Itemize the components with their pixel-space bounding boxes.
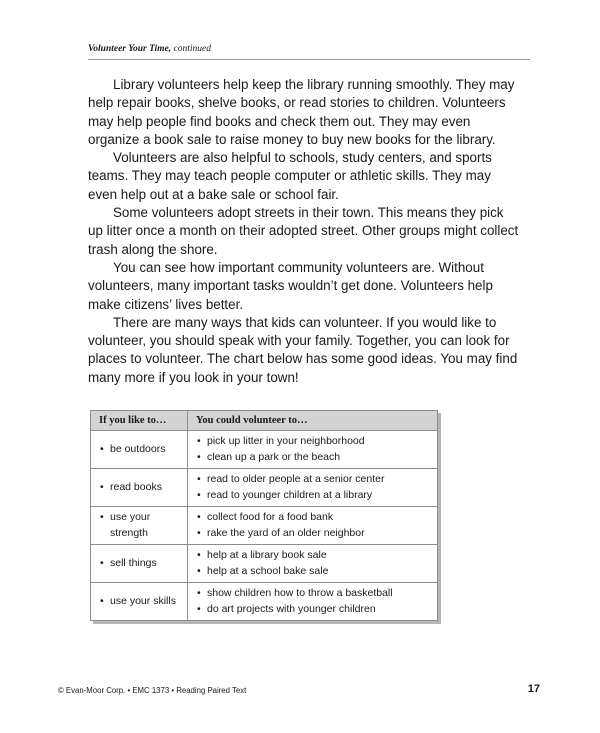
- volunteer-text: help at a library book sale: [207, 549, 327, 561]
- volunteer-text: show children how to throw a basketball: [207, 587, 393, 599]
- paragraph: There are many ways that kids can volunteer. If you would like to volunteer, you should speak with your family. Together, you can look for places to volunteer. The chart below has some good ideas. You may find many more if you look in your town!: [88, 314, 518, 385]
- column-header-volunteer: You could volunteer to…: [188, 411, 438, 431]
- paragraph: You can see how important community volunteers are. Without volunteers, many important tasks wouldn’t get done. Volunteers help make citizens’ lives better.: [88, 259, 493, 312]
- table-row: [91, 469, 438, 507]
- volunteer-cell: [188, 507, 438, 545]
- bullet: •: [100, 594, 104, 607]
- bullet: •: [100, 480, 104, 493]
- table-header-row: [91, 411, 438, 431]
- bullet: •: [197, 435, 201, 447]
- like-text: sell things: [110, 556, 157, 569]
- volunteer-cell: [188, 545, 438, 583]
- volunteer-cell: [188, 431, 438, 469]
- like-text: use your skills: [110, 594, 176, 607]
- volunteer-text: collect food for a food bank: [207, 511, 334, 523]
- paragraph: Library volunteers help keep the library running smoothly. They may help repair books, shelve books, or read stories to children. Volunteers may help people find books and check them out. They may even organize a book sale to raise money to buy new books for the library.: [88, 77, 515, 147]
- volunteer-text: read to older people at a senior center: [207, 473, 385, 485]
- bullet: •: [197, 450, 201, 463]
- volunteer-text: help at a school bake sale: [207, 564, 329, 577]
- header-continued: continued: [173, 44, 211, 54]
- like-cell: [91, 469, 188, 507]
- bullet: •: [100, 511, 104, 523]
- like-text: be outdoors: [110, 442, 166, 455]
- paragraph: Volunteers are also helpful to schools, study centers, and sports teams. They may teach people computer or athletic skills. They may even help out at a bake sale or school fair.: [88, 150, 492, 202]
- bullet: •: [197, 587, 201, 599]
- volunteer-text: clean up a park or the beach: [207, 450, 341, 463]
- article-body: [88, 76, 520, 387]
- bullet: •: [100, 556, 104, 569]
- footer-credit: © Evan-Moor Corp. • EMC 1373 • Reading Paired Text: [58, 686, 247, 695]
- like-cell: [91, 431, 188, 469]
- bullet: •: [197, 473, 201, 485]
- like-text: read books: [110, 480, 162, 493]
- bullet: •: [197, 511, 201, 523]
- volunteer-ideas-table: [90, 410, 438, 621]
- volunteer-text: do art projects with younger children: [207, 602, 376, 615]
- volunteer-text: pick up litter in your neighborhood: [207, 435, 365, 447]
- bullet: •: [197, 526, 201, 539]
- table-row: [91, 507, 438, 545]
- bullet: •: [197, 602, 201, 615]
- table-row: [91, 545, 438, 583]
- like-text: use your strength: [110, 511, 151, 539]
- page-number: 17: [527, 683, 540, 695]
- bullet: •: [197, 564, 201, 577]
- running-header: [88, 44, 211, 54]
- like-cell: [91, 583, 188, 621]
- header-divider: [88, 59, 530, 60]
- table-row: [91, 431, 438, 469]
- column-header-like: If you like to…: [91, 411, 188, 431]
- table-row: [91, 583, 438, 621]
- like-cell: [91, 507, 188, 545]
- like-cell: [91, 545, 188, 583]
- volunteer-cell: [188, 469, 438, 507]
- bullet: •: [197, 549, 201, 561]
- header-title: Volunteer Your Time,: [88, 44, 172, 54]
- volunteer-text: rake the yard of an older neighbor: [207, 526, 365, 539]
- volunteer-cell: [188, 583, 438, 621]
- paragraph: Some volunteers adopt streets in their town. This means they pick up litter once a month on their adopted street. Other groups might collect trash along the shore.: [88, 205, 519, 257]
- volunteer-text: read to younger children at a library: [207, 488, 373, 501]
- bullet: •: [197, 488, 201, 501]
- bullet: •: [100, 442, 104, 455]
